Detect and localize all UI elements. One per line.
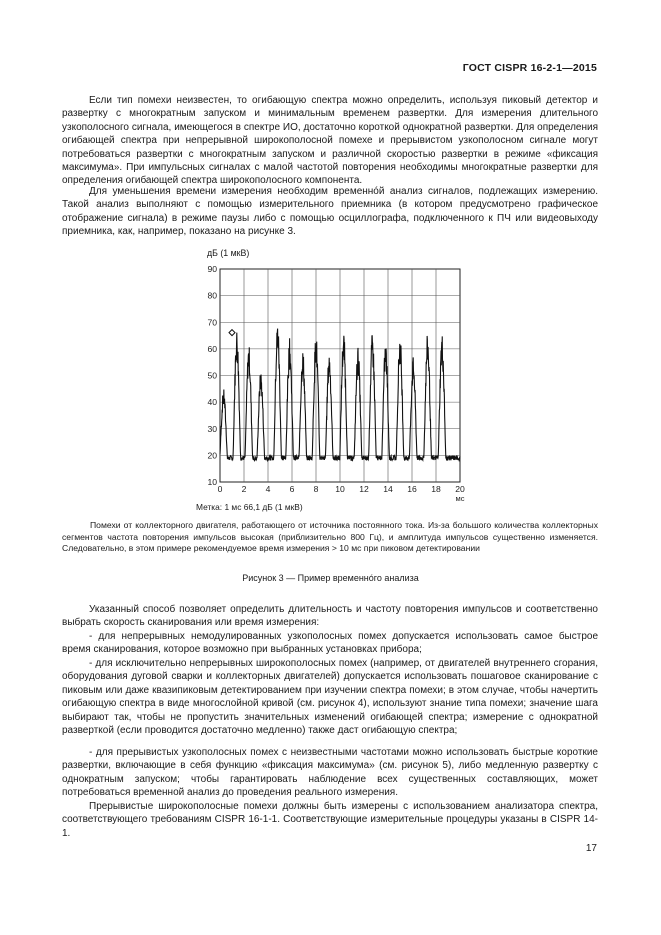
x-tick-label: 0 — [217, 484, 223, 494]
time-analysis-chart — [196, 248, 486, 512]
y-tick-label: 60 — [207, 343, 217, 354]
marker-diamond-icon — [229, 330, 235, 336]
x-tick-label: 8 — [313, 484, 319, 494]
y-tick-label: 30 — [207, 423, 217, 434]
y-tick-label: 20 — [207, 450, 217, 461]
x-tick-label: 14 — [383, 484, 393, 494]
x-tick-label: 10 — [335, 484, 345, 494]
chart-canvas — [196, 248, 486, 503]
x-tick-label: 6 — [289, 484, 295, 494]
y-tick-label: 10 — [207, 477, 217, 487]
y-tick-label: 80 — [207, 290, 217, 301]
y-tick-label: 90 — [207, 264, 217, 274]
figure-note: Помехи от коллекторного двигателя, работающего от источника постоянного тока. Из-за большого количества коллекторных сегментов частота повторения импульсов высокая (приблизительно 800 Гц), и амплитуда импульсов существенно изменяется. Следовательно, в этом примере рекомендуемое время измерения > 10 мс при пиковом детектировании — [62, 520, 598, 554]
x-tick-label: 16 — [407, 484, 417, 494]
x-tick-label: 4 — [265, 484, 271, 494]
y-tick-label: 70 — [207, 317, 217, 328]
page-number: 17 — [585, 843, 597, 854]
list-item-narrowband: - для непрерывных немодулированных узкополосных помех допускается использовать самое быстрое время сканирования, которое возможно при выбранных установках прибора; — [62, 631, 598, 656]
y-tick-label: 50 — [207, 370, 217, 381]
list-item-intermittent: - для прерывистых узкополосных помех с неизвестными частотами можно использовать быстрые короткие развертки, включающие в себя функцию «фиксация максимума» (см. рисунок 5), либо медленную развертку с однократным запуском; чтобы гарантировать наблюдение всех существенных составляющих, может потребоваться временной анализ до проведения реального измерения. — [62, 747, 598, 799]
document-header: ГОСТ CISPR 16-2-1—2015 — [462, 62, 597, 74]
x-tick-label: 12 — [359, 484, 369, 494]
x-tick-label: 18 — [431, 484, 441, 494]
paragraph-time-analysis: Для уменьшения времени измерения необходим временнóй анализ сигналов, подлежащих измерению. Такой анализ выполняют с помощью измерительного приемника (в котором предусмотрено графическое отображение сигнала) в режиме паузы либо с помощью осциллографа, подключенного к ПЧ или видеовыходу приемника, как, например, показано на рисунке 3. — [62, 186, 598, 238]
list-item-broadband: - для исключительно непрерывных широкополосных помех (например, от двигателей внутреннего сгорания, оборудования дуговой сварки и коллекторных двигателей) допускается использовать пошаговое сканирование с пиковым или даже квазипиковым детектированием при изучении спектра помехи; в этом случае, чтобы начертить огибающую спектра в виде многослойной кривой (см. рисунок 4), используют знание типа помехи; значение шага выбирают так, чтобы не пропустить значительных изменений огибающей спектра; измерение с однократной разверткой (если проводится достаточно медленно) также даст огибающую спектра; — [62, 658, 598, 737]
paragraph-cispr: Прерывистые широкополосные помехи должны быть измерены с использованием анализатора спектра, соответствующего требованиям CISPR 16-1-1. Соответствующие измерительные процедуры указаны в CISPR 14-1. — [62, 801, 598, 839]
paragraph-envelope: Если тип помехи неизвестен, то огибающую спектра можно определить, используя пиковый детектор и развертку с многократным запуском и минимальным временем развертки. Для измерения длительного узкополосного сигнала, имеющегося в спектре ИО, достаточно короткой однократной развертки. Для определения огибающей спектра при непрерывной широкополосной помехе и прерывистом узкополосном сигнале могут потребоваться развертки с многократным запуском и различной скоростью развертки в режиме «фиксация максимума». При импульсных сигналах с малой частотой повторения необходимы многократные развертки для определения огибающей спектра широкополосного компонента. — [62, 95, 598, 187]
x-tick-label: 2 — [241, 484, 247, 494]
chart-y-axis-label: дБ (1 мкВ) — [207, 248, 250, 258]
x-tick-label: 20 — [455, 484, 465, 494]
figure-title: Рисунок 3 — Пример временнóго анализа — [242, 573, 419, 583]
x-axis-unit-label: мс — [455, 494, 465, 503]
y-tick-label: 40 — [207, 397, 217, 408]
chart-marker-readout: Метка: 1 мс 66,1 дБ (1 мкВ) — [196, 502, 303, 512]
paragraph-method: Указанный способ позволяет определить длительность и частоту повторения импульсов и соответственно выбрать скорость сканирования или время измерения: — [62, 604, 598, 629]
